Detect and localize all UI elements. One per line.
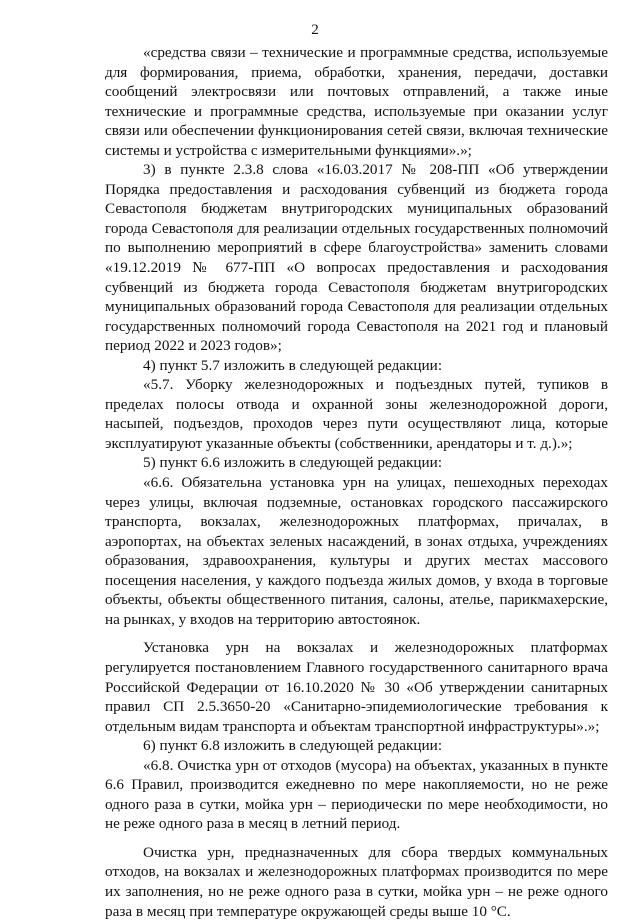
paragraph-item-3: 3) в пункте 2.3.8 слова «16.03.2017 № 208-ПП «Об утверждении Порядка предоставления и расходования субвенций из бюджета города Севастополя бюджетам внутригородских муниципальных образований города Севастополя для реализации отдельных государственных полномочий по выполнению мероприятий в сфере благоустройства» заменить словами «19.12.2019 № 677-ПП «О вопросах предоставления и расходования субвенций из бюджета города Севастополя бюджетам внутригородских муниципальных образований города Севастополя для реализации отдельных государственных полномочий города Севастополя на 2021 год и плановый период 2022 и 2023 годов»; xyxy=(105,161,608,355)
paragraph-bins-installation: Установка урн на вокзалах и железнодорожных платформах регулируется постановлением Главного государственного санитарного врача Российской Федерации от 16.10.2020 № 30 «Об утверждении санитарных правил СП 2.5.3650-20 «Санитарно-эпидемиологические требования к отдельным видам транспорта и объектам транспортной инфраструктуры».»; xyxy=(105,639,608,735)
paragraph-bins-cleaning: Очистка урн, предназначенных для сбора твердых коммунальных отходов, на вокзалах и железнодорожных платформах производится по мере их заполнения, но не реже одного раза в сутки, мойка урн – не реже одного раза в месяц при температуре окружающей среды выше 10 °С. xyxy=(105,843,608,920)
page-number: 2 xyxy=(311,22,319,38)
paragraph-5-7: «5.7. Уборку железнодорожных и подъездных путей, тупиков в пределах полосы отвода и охранной зоны железнодорожной дороги, насыпей, подъездов, проходов через пути осуществляют лица, которые эксплуатируют указанные объекты (собственники, арендаторы и т. д.).»; xyxy=(105,376,608,452)
paragraph-item-4: 4) пункт 5.7 изложить в следующей редакции: xyxy=(143,356,443,374)
paragraph-6-6: «6.6. Обязательна установка урн на улицах, пешеходных переходах через улицы, включая подземные, остановках городского пассажирского транспорта, вокзалах, железнодорожных платформах, причалах, в аэропортах, на объектах зеленых насаждений, в зонах отдыха, учреждениях образования, здравоохранения, культуры и других местах массового посещения населения, у каждого подъезда жилых домов, у входа в торговые объекты, объекты общественного питания, салоны, ателье, парикмахерские, на рынках, у входов на территорию автостоянок. xyxy=(105,474,608,628)
paragraph-6-8: «6.8. Очистка урн от отходов (мусора) на объектах, указанных в пункте 6.6 Правил, производится ежедневно по мере накопляемости, но не реже одного раза в сутки, мойка урн – периодически по мере необходимости, но не реже одного раза в месяц в летний период. xyxy=(105,756,608,833)
document-body xyxy=(105,43,608,921)
paragraph-item-5: 5) пункт 6.6 изложить в следующей редакции: xyxy=(143,454,443,472)
paragraph-item-6: 6) пункт 6.8 изложить в следующей редакции: xyxy=(143,737,443,755)
paragraph-communication-means: «средства связи – технические и программные средства, используемые для формирования, приема, обработки, хранения, передачи, доставки сообщений электросвязи или почтовых отправлений, а также иные технические и программные средства, используемые при оказании услуг связи или обеспечении функционирования сетей связи, включая технические системы и устройства с измерительными функциями».»; xyxy=(105,44,608,159)
